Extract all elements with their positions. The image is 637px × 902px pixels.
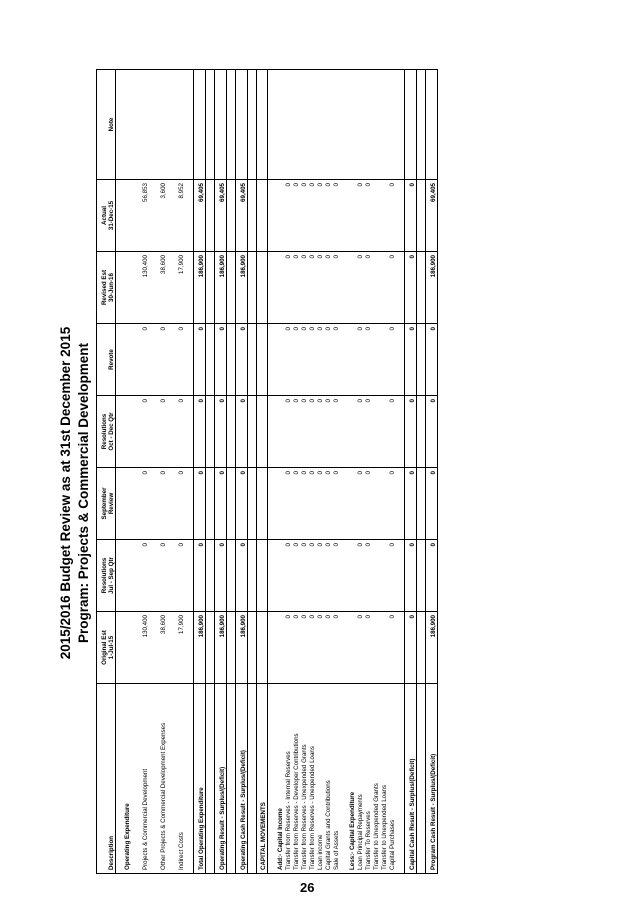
capital-income-heading-row: Add:- Capital Income <box>276 70 284 874</box>
col-resolutions-oct-dec: Resolutions Oct - Dec Qtr <box>97 396 116 468</box>
table-row: Transfer from Reserves - Developer Contributions 0 0 0 0 0 0 0 <box>292 70 300 874</box>
table-row: Transfer from Reserves - Unexpended Loans 0 0 0 0 0 0 0 <box>308 70 316 874</box>
capital-expenditure-rows <box>356 70 396 874</box>
operating-heading: Operating Expenditure <box>124 684 131 874</box>
table-row: Transfer to Unexpended Loans <box>380 70 388 874</box>
col-resolutions-jul-sep: Resolutions Jul - Sep Qtr <box>97 540 116 612</box>
table-row: Indirect Costs 17,900 0 0 0 0 17,900 8,952 <box>167 70 185 874</box>
total-operating-row: Total Operating Expenditure 186,900 0 0 0 0 186,900 69,405 <box>194 70 206 874</box>
operating-cash-result-row: Operating Cash Result - Surplus/(Deficit) 186,900 0 0 0 0 186,900 69,405 <box>236 70 248 874</box>
budget-sheet <box>52 58 462 878</box>
col-revised-est: Revised Est 30-Jun-16 <box>97 252 116 324</box>
table-row: Capital Purchases 0 0 0 0 0 0 0 <box>388 70 396 874</box>
col-original-est: Original Est 1-Jul-15 <box>97 612 116 684</box>
capital-expenditure-heading-row: Less:- Capital Expenditure <box>348 70 356 874</box>
table-row: Other Projects & Commercial Development Expenses 38,600 0 0 0 0 38,600 3,600 <box>149 70 167 874</box>
table-header-row <box>97 70 116 874</box>
col-actual: Actual 31-Dec-15 <box>97 180 116 252</box>
table-row: Loan income 0 0 0 0 0 0 0 <box>316 70 324 874</box>
table-row: Transfer from Reserves - Internal Reserves 0 0 0 0 0 0 0 <box>284 70 292 874</box>
table-row: Transfer from Reserves - Unexpended Grants 0 0 0 0 0 0 0 <box>300 70 308 874</box>
col-september-review: September Review <box>97 468 116 540</box>
table-row: Projects & Commercial Development 130,400 0 0 0 0 130,400 56,853 <box>131 70 149 874</box>
col-description: Description <box>97 684 116 874</box>
table-row: Transfer to Unexpended Grants <box>372 70 380 874</box>
capital-cash-result-row: Capital Cash Result - Surplus/(Deficit) 0 0 0 0 0 0 0 <box>405 70 417 874</box>
operating-heading-row <box>124 70 131 874</box>
page-number: 26 <box>300 880 315 895</box>
col-note: Note <box>97 70 116 180</box>
col-revote: Revote <box>97 324 116 396</box>
table-row: Capital Grants and Contributions 0 0 0 0 0 0 0 <box>324 70 332 874</box>
capital-income-rows <box>284 70 340 874</box>
operating-result-row: Operating Result - Surplus/(Deficit) 186,900 0 0 0 0 186,900 69,405 <box>215 70 227 874</box>
program-cash-result-row: Program Cash Result - Surplus/(Deficit) 186,900 0 0 0 0 186,900 69,405 <box>426 70 438 874</box>
budget-table <box>96 69 438 874</box>
program-subtitle: Program: Projects & Commercial Development <box>76 342 91 644</box>
table-row: Loan Principal Repayments 0 0 0 0 0 0 0 <box>356 70 364 874</box>
table-row: Transfer To Reserves 0 0 0 0 0 0 0 <box>364 70 372 874</box>
table-row: Sale of Assets 0 0 0 0 0 0 0 <box>332 70 340 874</box>
report-title: 2015/2016 Budget Review as at 31st December 2015 <box>58 326 73 660</box>
capital-movements-row: CAPITAL MOVEMENTS <box>257 70 268 874</box>
